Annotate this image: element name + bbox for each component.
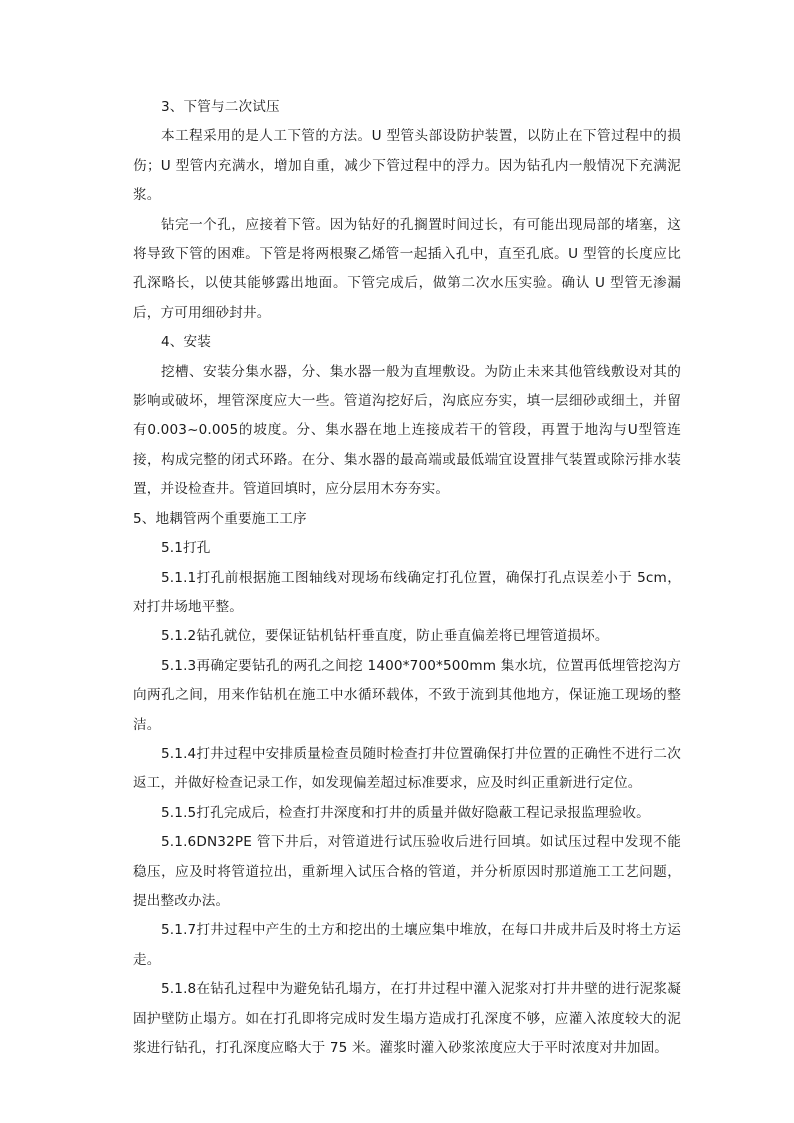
item-5-1-4: 5.1.4打井过程中安排质量检查员随时检查打井位置确保打井位置的正确性不进行二次返工，并做好检查记录工作，如发现偏差超过标准要求，应及时纠正重新进行定位。 [133,745,681,792]
paragraph-drilling-lowering: 钻完一个孔，应接着下管。因为钻好的孔搁置时间过长，有可能出现局部的堵塞，这将导致下管的困难。下管是将两根聚乙烯管一起插入孔中，直至孔底。U 型管的长度应比孔深略长，以使其能够露出地面。下管完成后，做第二次水压实验。确认 U 型管无渗漏后，方可用细砂封井。 [133,216,681,321]
section-heading-4: 4、安装 [161,334,212,351]
item-5-1-1: 5.1.1打孔前根据施工图轴线对现场布线确定打孔位置，确保打孔点误差小于 5cm，对打井场地平整。 [133,569,681,615]
item-5-1-3: 5.1.3再确定要钻孔的两孔之间挖 1400*700*500mm 集水坑，位置再低埋管挖沟方向两孔之间，用来作钻机在施工中水循环载体，不致于流到其他地方，保证施工现场的整洁。 [133,657,681,733]
item-5-1-5: 5.1.5打孔完成后，检查打井深度和打井的质量并做好隐蔽工程记录报监理验收。 [161,804,650,821]
item-5-1-8: 5.1.8在钻孔过程中为避免钻孔塌方，在打井过程中灌入泥浆对打井井壁的进行泥浆凝固护壁防止塌方。如在打孔即将完成时发生塌方造成打孔深度不够，应灌入浓度较大的泥浆进行钻孔，打孔深度应略大于 75 米。灌浆时灌入砂浆浓度应大于平时浓度对井加固。 [133,981,681,1056]
item-5-1-2: 5.1.2钻孔就位，要保证钻机钻杆垂直度，防止垂直偏差将已埋管道损坏。 [161,628,609,645]
section-heading-5: 5、地耦管两个重要施工工序 [133,510,307,527]
item-5-1-6: 5.1.6DN32PE 管下井后，对管道进行试压验收后进行回填。如试压过程中发现不能稳压，应及时将管道拉出，重新埋入试压合格的管道，并分析原因时那道施工工艺问题，提出整改办法。 [133,834,681,909]
paragraph-manual-lowering: 本工程采用的是人工下管的方法。U 型管头部设防护装置，以防止在下管过程中的损伤；U 型管内充满水，增加自重，减少下管过程中的浮力。因为钻孔内一般情况下充满泥浆。 [133,128,681,204]
section-heading-3: 3、下管与二次试压 [161,99,280,115]
paragraph-installation: 挖槽、安装分集水器，分、集水器一般为直埋敷设。为防止未来其他管线敷设对其的影响或破坏，埋管深度应大一些。管道沟挖好后，沟底应夯实，填一层细砂或细土，并留有0.003~0.005的坡度。分、集水器在地上连接成若干的管段，再置于地沟与U型管连接，构成完整的闭式环路。在分、集水器的最高端或最低端宜设置排气装置或除污排水装置，并设检查井。管道回填时，应分层用木夯夯实。 [133,363,681,498]
document-page [133,93,681,1063]
subsection-heading-5-1: 5.1打孔 [161,540,211,557]
item-5-1-7: 5.1.7打井过程中产生的土方和挖出的土壤应集中堆放，在每口井成井后及时将土方运走。 [133,922,681,968]
